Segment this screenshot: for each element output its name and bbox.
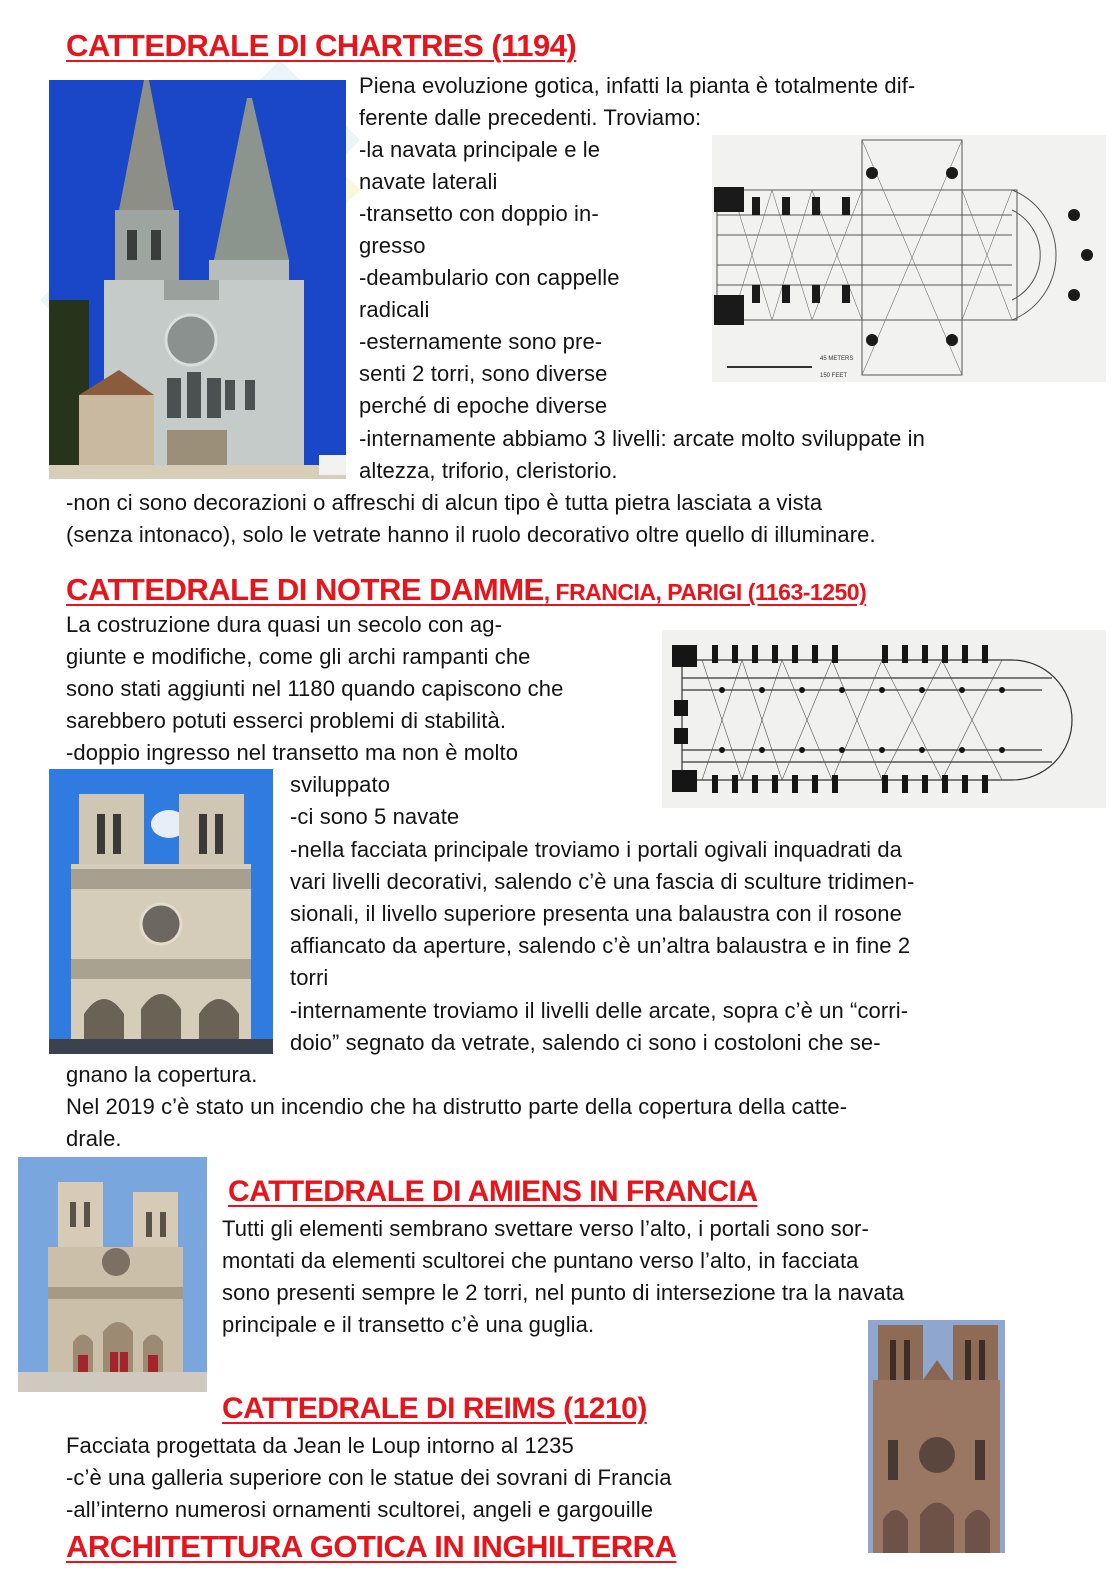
- notredame-line-3: sono stati aggiunti nel 1180 quando capiscono che: [66, 676, 564, 701]
- notredame-line-13: -internamente troviamo il livelli delle arcate, sopra c’è un “corri-: [290, 998, 909, 1023]
- heading-inghilterra: ARCHITETTURA GOTICA IN INGHILTERRA: [66, 1529, 677, 1564]
- amiens-line-3: sono presenti sempre le 2 torri, nel punto di intersezione tra la navata: [222, 1280, 905, 1305]
- amiens-line-1: Tutti gli elementi sembrano svettare verso l’alto, i portali sono sor-: [222, 1216, 869, 1241]
- plan-chartres: [712, 135, 1106, 382]
- notredame-line-15: gnano la copertura.: [66, 1062, 258, 1087]
- notredame-line-7: -ci sono 5 navate: [290, 804, 460, 829]
- photo-notredame-facade: [49, 769, 273, 1054]
- notredame-line-8: -nella facciata principale troviamo i portali ogivali inquadrati da: [290, 837, 903, 862]
- photo-amiens-facade: [18, 1157, 207, 1392]
- notredame-line-5: -doppio ingresso nel transetto ma non è molto: [66, 740, 519, 765]
- heading-chartres: CATTEDRALE DI CHARTRES (1194): [66, 28, 577, 63]
- chartres-line-13: altezza, triforio, cleristorio.: [359, 458, 618, 483]
- notredame-line-17: drale.: [66, 1126, 122, 1151]
- notredame-line-10: sionali, il livello superiore presenta una balaustra con il rosone: [290, 901, 902, 926]
- heading-notredame: [66, 572, 866, 608]
- heading-reims: CATTEDRALE DI REIMS (1210): [222, 1392, 647, 1425]
- heading-notredame-sub: , FRANCIA, PARIGI (1163-1250): [543, 579, 867, 605]
- notredame-line-11: affiancato da aperture, salendo c’è un’altra balaustra e in fine 2: [290, 933, 911, 958]
- svg-text:150 FEET: 150 FEET: [820, 373, 848, 379]
- notredame-line-14: doio” segnato da vetrate, salendo ci sono i costoloni che se-: [290, 1030, 881, 1055]
- chartres-line-1: Piena evoluzione gotica, infatti la pianta è totalmente dif-: [359, 73, 916, 98]
- chartres-line-10: senti 2 torri, sono diverse: [359, 361, 608, 386]
- heading-amiens: CATTEDRALE DI AMIENS IN FRANCIA: [228, 1175, 758, 1208]
- notredame-line-12: torri: [290, 965, 329, 990]
- notredame-line-16: Nel 2019 c’è stato un incendio che ha distrutto parte della copertura della catte-: [66, 1094, 848, 1119]
- reims-line-1: Facciata progettata da Jean le Loup intorno al 1235: [66, 1433, 574, 1458]
- amiens-line-2: montati da elementi scultorei che puntano verso l’alto, in facciata: [222, 1248, 859, 1273]
- heading-notredame-main: CATTEDRALE DI NOTRE DAMME: [66, 572, 544, 607]
- plan-notredame: [662, 630, 1106, 808]
- photo-chartres-facade: [49, 80, 346, 479]
- photo-reims-facade: [868, 1320, 1005, 1553]
- chartres-line-3: -la navata principale e le: [359, 137, 601, 162]
- chartres-line-15: (senza intonaco), solo le vetrate hanno il ruolo decorativo oltre quello di illuminare.: [66, 522, 876, 547]
- chartres-line-9: -esternamente sono pre-: [359, 329, 603, 354]
- reims-line-3: -all’interno numerosi ornamenti scultorei, angeli e gargouille: [66, 1497, 654, 1522]
- notredame-line-9: vari livelli decorativi, salendo c’è una fascia di sculture tridimen-: [290, 869, 915, 894]
- chartres-line-8: radicali: [359, 297, 430, 322]
- chartres-line-14: -non ci sono decorazioni o affreschi di alcun tipo è tutta pietra lasciata a vista: [66, 490, 823, 515]
- chartres-line-5: -transetto con doppio in-: [359, 201, 599, 226]
- notredame-line-4: sarebbero potuti esserci problemi di stabilità.: [66, 708, 507, 733]
- chartres-line-12: -internamente abbiamo 3 livelli: arcate molto sviluppate in: [359, 426, 925, 451]
- svg-text:45 METERS: 45 METERS: [820, 356, 854, 362]
- notredame-line-2: giunte e modifiche, come gli archi rampanti che: [66, 644, 531, 669]
- chartres-line-6: gresso: [359, 233, 426, 258]
- notredame-line-6: sviluppato: [290, 772, 391, 797]
- chartres-line-2: ferente dalle precedenti. Troviamo:: [359, 105, 702, 130]
- chartres-line-4: navate laterali: [359, 169, 498, 194]
- chartres-line-7: -deambulario con cappelle: [359, 265, 620, 290]
- reims-line-2: -c’è una galleria superiore con le statue dei sovrani di Francia: [66, 1465, 672, 1490]
- amiens-line-4: principale e il transetto c’è una guglia.: [222, 1312, 595, 1337]
- chartres-line-11: perché di epoche diverse: [359, 393, 608, 418]
- notredame-line-1: La costruzione dura quasi un secolo con ag-: [66, 612, 503, 637]
